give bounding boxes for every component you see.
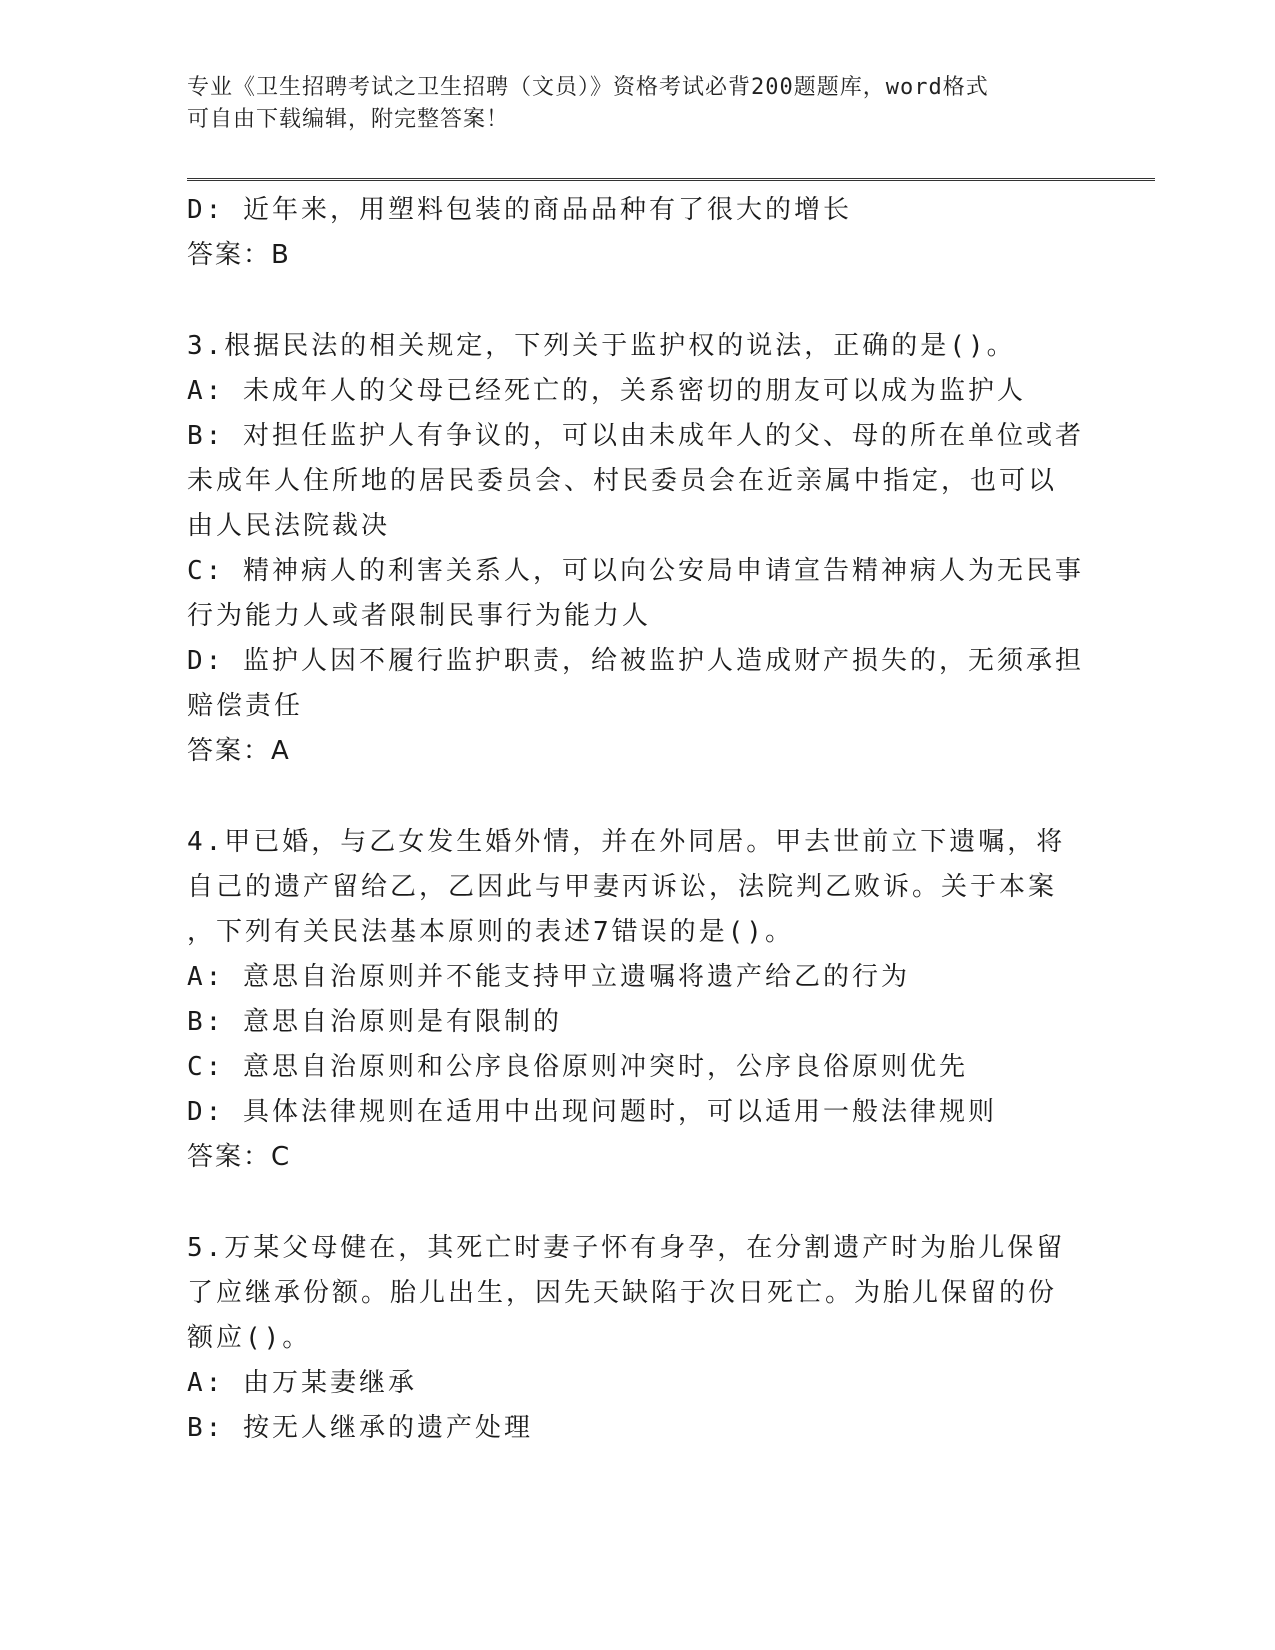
header-line: 专业《卫生招聘考试之卫生招聘（文员）》资格考试必背200题题库，word格式 (187, 75, 989, 100)
question-stem: 4.甲已婚，与乙女发生婚外情，并在外同居。甲去世前立下遗嘱，将 (187, 827, 1066, 857)
question-stem-continued: ，下列有关民法基本原则的表述7错误的是()。 (187, 917, 794, 947)
spacer (187, 278, 1087, 324)
answer: 答案：B (187, 240, 291, 270)
option-b-continued: 由人民法院裁决 (187, 511, 391, 541)
option-c-continued: 行为能力人或者限制民事行为能力人 (187, 601, 652, 631)
spacer (187, 1180, 1087, 1226)
question-4 (187, 820, 1087, 1180)
option-b: B: 对担任监护人有争议的，可以由未成年人的父、母的所在单位或者 (187, 421, 1084, 451)
page-header (187, 72, 1067, 136)
answer: 答案：A (187, 736, 291, 766)
option-a: A: 未成年人的父母已经死亡的，关系密切的朋友可以成为监护人 (187, 376, 1026, 406)
option-c: C: 精神病人的利害关系人，可以向公安局申请宣告精神病人为无民事 (187, 556, 1084, 586)
option-b: B: 意思自治原则是有限制的 (187, 1007, 562, 1037)
option-b: B: 按无人继承的遗产处理 (187, 1413, 533, 1443)
option-b-continued: 未成年人住所地的居民委员会、村民委员会在近亲属中指定，也可以 (187, 466, 1058, 496)
option-d-continued: 赔偿责任 (187, 691, 304, 721)
header-divider (187, 178, 1155, 181)
question-stem-continued: 额应()。 (187, 1323, 312, 1353)
option-d: D: 监护人因不履行监护职责，给被监护人造成财产损失的，无须承担 (187, 646, 1084, 676)
question-stem-continued: 了应继承份额。胎儿出生，因先天缺陷于次日死亡。为胎儿保留的份 (187, 1278, 1058, 1308)
header-line: 可自由下载编辑，附完整答案！ (187, 107, 510, 132)
question-5 (187, 1226, 1087, 1451)
spacer (187, 774, 1087, 820)
option-d: D: 近年来，用塑料包装的商品品种有了很大的增长 (187, 195, 852, 225)
question-stem-continued: 自己的遗产留给乙，乙因此与甲妻丙诉讼，法院判乙败诉。关于本案 (187, 872, 1058, 902)
option-a: A: 由万某妻继承 (187, 1368, 417, 1398)
answer: 答案：C (187, 1142, 292, 1172)
question-3 (187, 324, 1087, 774)
option-a: A: 意思自治原则并不能支持甲立遗嘱将遗产给乙的行为 (187, 962, 910, 992)
document-body (187, 188, 1087, 1451)
question-2-tail (187, 188, 1087, 278)
option-d: D: 具体法律规则在适用中出现问题时，可以适用一般法律规则 (187, 1097, 997, 1127)
question-stem: 5.万某父母健在，其死亡时妻子怀有身孕，在分割遗产时为胎儿保留 (187, 1233, 1066, 1263)
question-stem: 3.根据民法的相关规定，下列关于监护权的说法，正确的是()。 (187, 331, 1016, 361)
option-c: C: 意思自治原则和公序良俗原则冲突时，公序良俗原则优先 (187, 1052, 968, 1082)
